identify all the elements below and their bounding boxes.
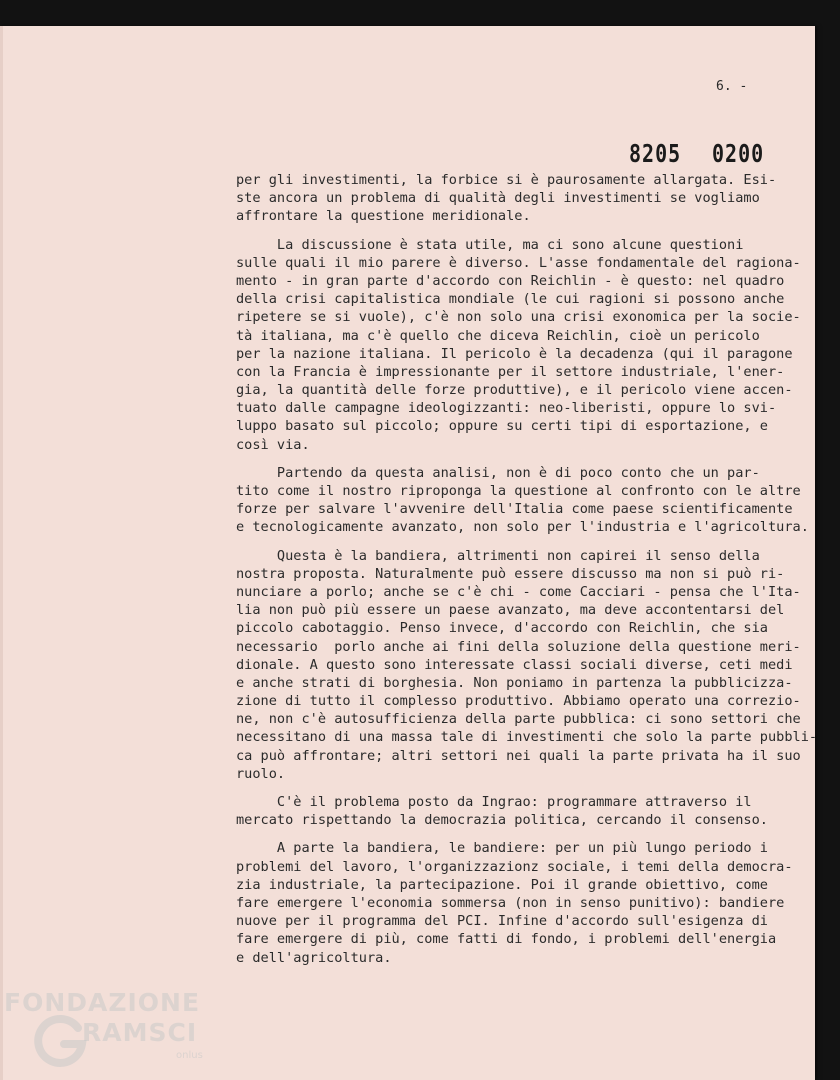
text-line: La discussione è stata utile, ma ci sono alcune questioni: [236, 236, 744, 253]
text-line: tà italiana, ma c'è quello che diceva Reichlin, cioè un pericolo: [236, 327, 760, 344]
text-line: nuove per il programma del PCI. Infine d'accordo sull'esigenza di: [236, 913, 768, 930]
text-line: problemi del lavoro, l'organizzazionz sociale, i temi della democra-: [236, 858, 793, 875]
text-line: tito come il nostro riproponga la questione al confronto con le altre: [236, 483, 801, 499]
text-line: e dell'agricoltura.: [236, 949, 392, 966]
text-line: sulle quali il mio parere è diverso. L'asse fondamentale del ragiona-: [236, 254, 801, 271]
paragraph: [236, 236, 826, 454]
text-line: ste ancora un problema di qualità degli investimenti se vogliamo: [236, 190, 760, 207]
text-line: ripetere se si vuole), c'è non solo una crisi exonomica per la socie-: [236, 309, 801, 326]
text-line: lia non può più essere un paese avanzato, ma deve accontentarsi del: [236, 602, 785, 619]
archive-stamp-left: 8205: [629, 138, 682, 168]
text-line: e tecnologicamente avanzato, non solo per l'industria e l'agricoltura.: [236, 519, 809, 536]
text-line: luppo basato sul piccolo; oppure su certi tipi di esportazione, e: [236, 418, 768, 435]
text-line: per gli investimenti, la forbice si è paurosamente allargata. Esi-: [236, 172, 777, 188]
text-line: dionale. A questo sono interessate classi sociali diverse, ceti medi: [236, 656, 793, 673]
gramsci-g-logo-icon: [34, 1014, 88, 1068]
page-edge: [0, 26, 3, 1080]
paragraph: [236, 171, 826, 226]
text-line: tuato dalle campagne ideologizzanti: neo-liberisti, oppure lo svi-: [236, 400, 777, 417]
body-text: [236, 171, 826, 967]
text-line: Questa è la bandiera, altrimenti non capirei il senso della: [236, 547, 760, 564]
text-line: forze per salvare l'avvenire dell'Italia come paese scientificamente: [236, 501, 793, 518]
paragraph: [236, 839, 826, 966]
watermark-title: FONDAZIONE: [4, 988, 201, 1017]
text-line: A parte la bandiera, le bandiere: per un più lungo periodo i: [236, 840, 768, 857]
archive-stamp-right: 0200: [712, 138, 765, 168]
text-line: piccolo cabotaggio. Penso invece, d'accordo con Reichlin, che sia: [236, 620, 768, 637]
text-line: così via.: [236, 436, 310, 453]
text-line: fare emergere di più, come fatti di fondo, i problemi dell'energia: [236, 931, 777, 948]
text-line: affrontare la questione meridionale.: [236, 208, 531, 225]
text-line: nunciare a porlo; anche se c'è chi - come Cacciari - pensa che l'Ita-: [236, 583, 801, 600]
text-line: Partendo da questa analisi, non è di poco conto che un par-: [236, 464, 760, 481]
text-line: con la Francia è impressionante per il settore industriale, l'ener-: [236, 363, 785, 380]
text-line: necessario porlo anche ai fini della soluzione della questione meri-: [236, 638, 801, 655]
text-line: mento - in gran parte d'accordo con Reichlin - è questo: nel quadro: [236, 272, 785, 289]
watermark-onlus: onlus: [176, 1050, 203, 1061]
text-line: zia industriale, la partecipazione. Poi il grande obiettivo, come: [236, 876, 768, 893]
paragraph: [236, 547, 826, 783]
text-line: per la nazione italiana. Il pericolo è la decadenza (qui il paragone: [236, 345, 793, 362]
text-line: fare emergere l'economia sommersa (non in senso punitivo): bandiere: [236, 894, 785, 911]
paragraph: [236, 464, 826, 537]
text-line: ne, non c'è autosufficienza della parte pubblica: ci sono settori che: [236, 711, 801, 728]
fondazione-gramsci-watermark: [0, 988, 215, 1080]
text-line: della crisi capitalistica mondiale (le cui ragioni si possono anche: [236, 291, 785, 308]
page-number: 6. -: [716, 79, 748, 94]
text-line: zione di tutto il complesso produttivo. Abbiamo operato una correzio-: [236, 693, 801, 710]
text-line: ca può affrontare; altri settori nei quali la parte privata ha il suo: [236, 747, 801, 764]
text-line: necessitano di una massa tale di investimenti che solo la parte pubbli-: [236, 729, 818, 746]
text-line: C'è il problema posto da Ingrao: programmare attraverso il: [236, 794, 752, 810]
text-line: gia, la quantità delle forze produttive), e il pericolo viene accen-: [236, 382, 793, 399]
text-line: nostra proposta. Naturalmente può essere discusso ma non si può ri-: [236, 565, 785, 582]
text-line: mercato rispettando la democrazia politica, cercando il consenso.: [236, 812, 768, 829]
text-line: e anche strati di borghesia. Non poniamo in partenza la pubblicizza-: [236, 674, 793, 691]
text-line: ruolo.: [236, 765, 286, 782]
watermark-subtitle: RAMSCI: [82, 1018, 198, 1047]
paragraph: [236, 793, 826, 829]
